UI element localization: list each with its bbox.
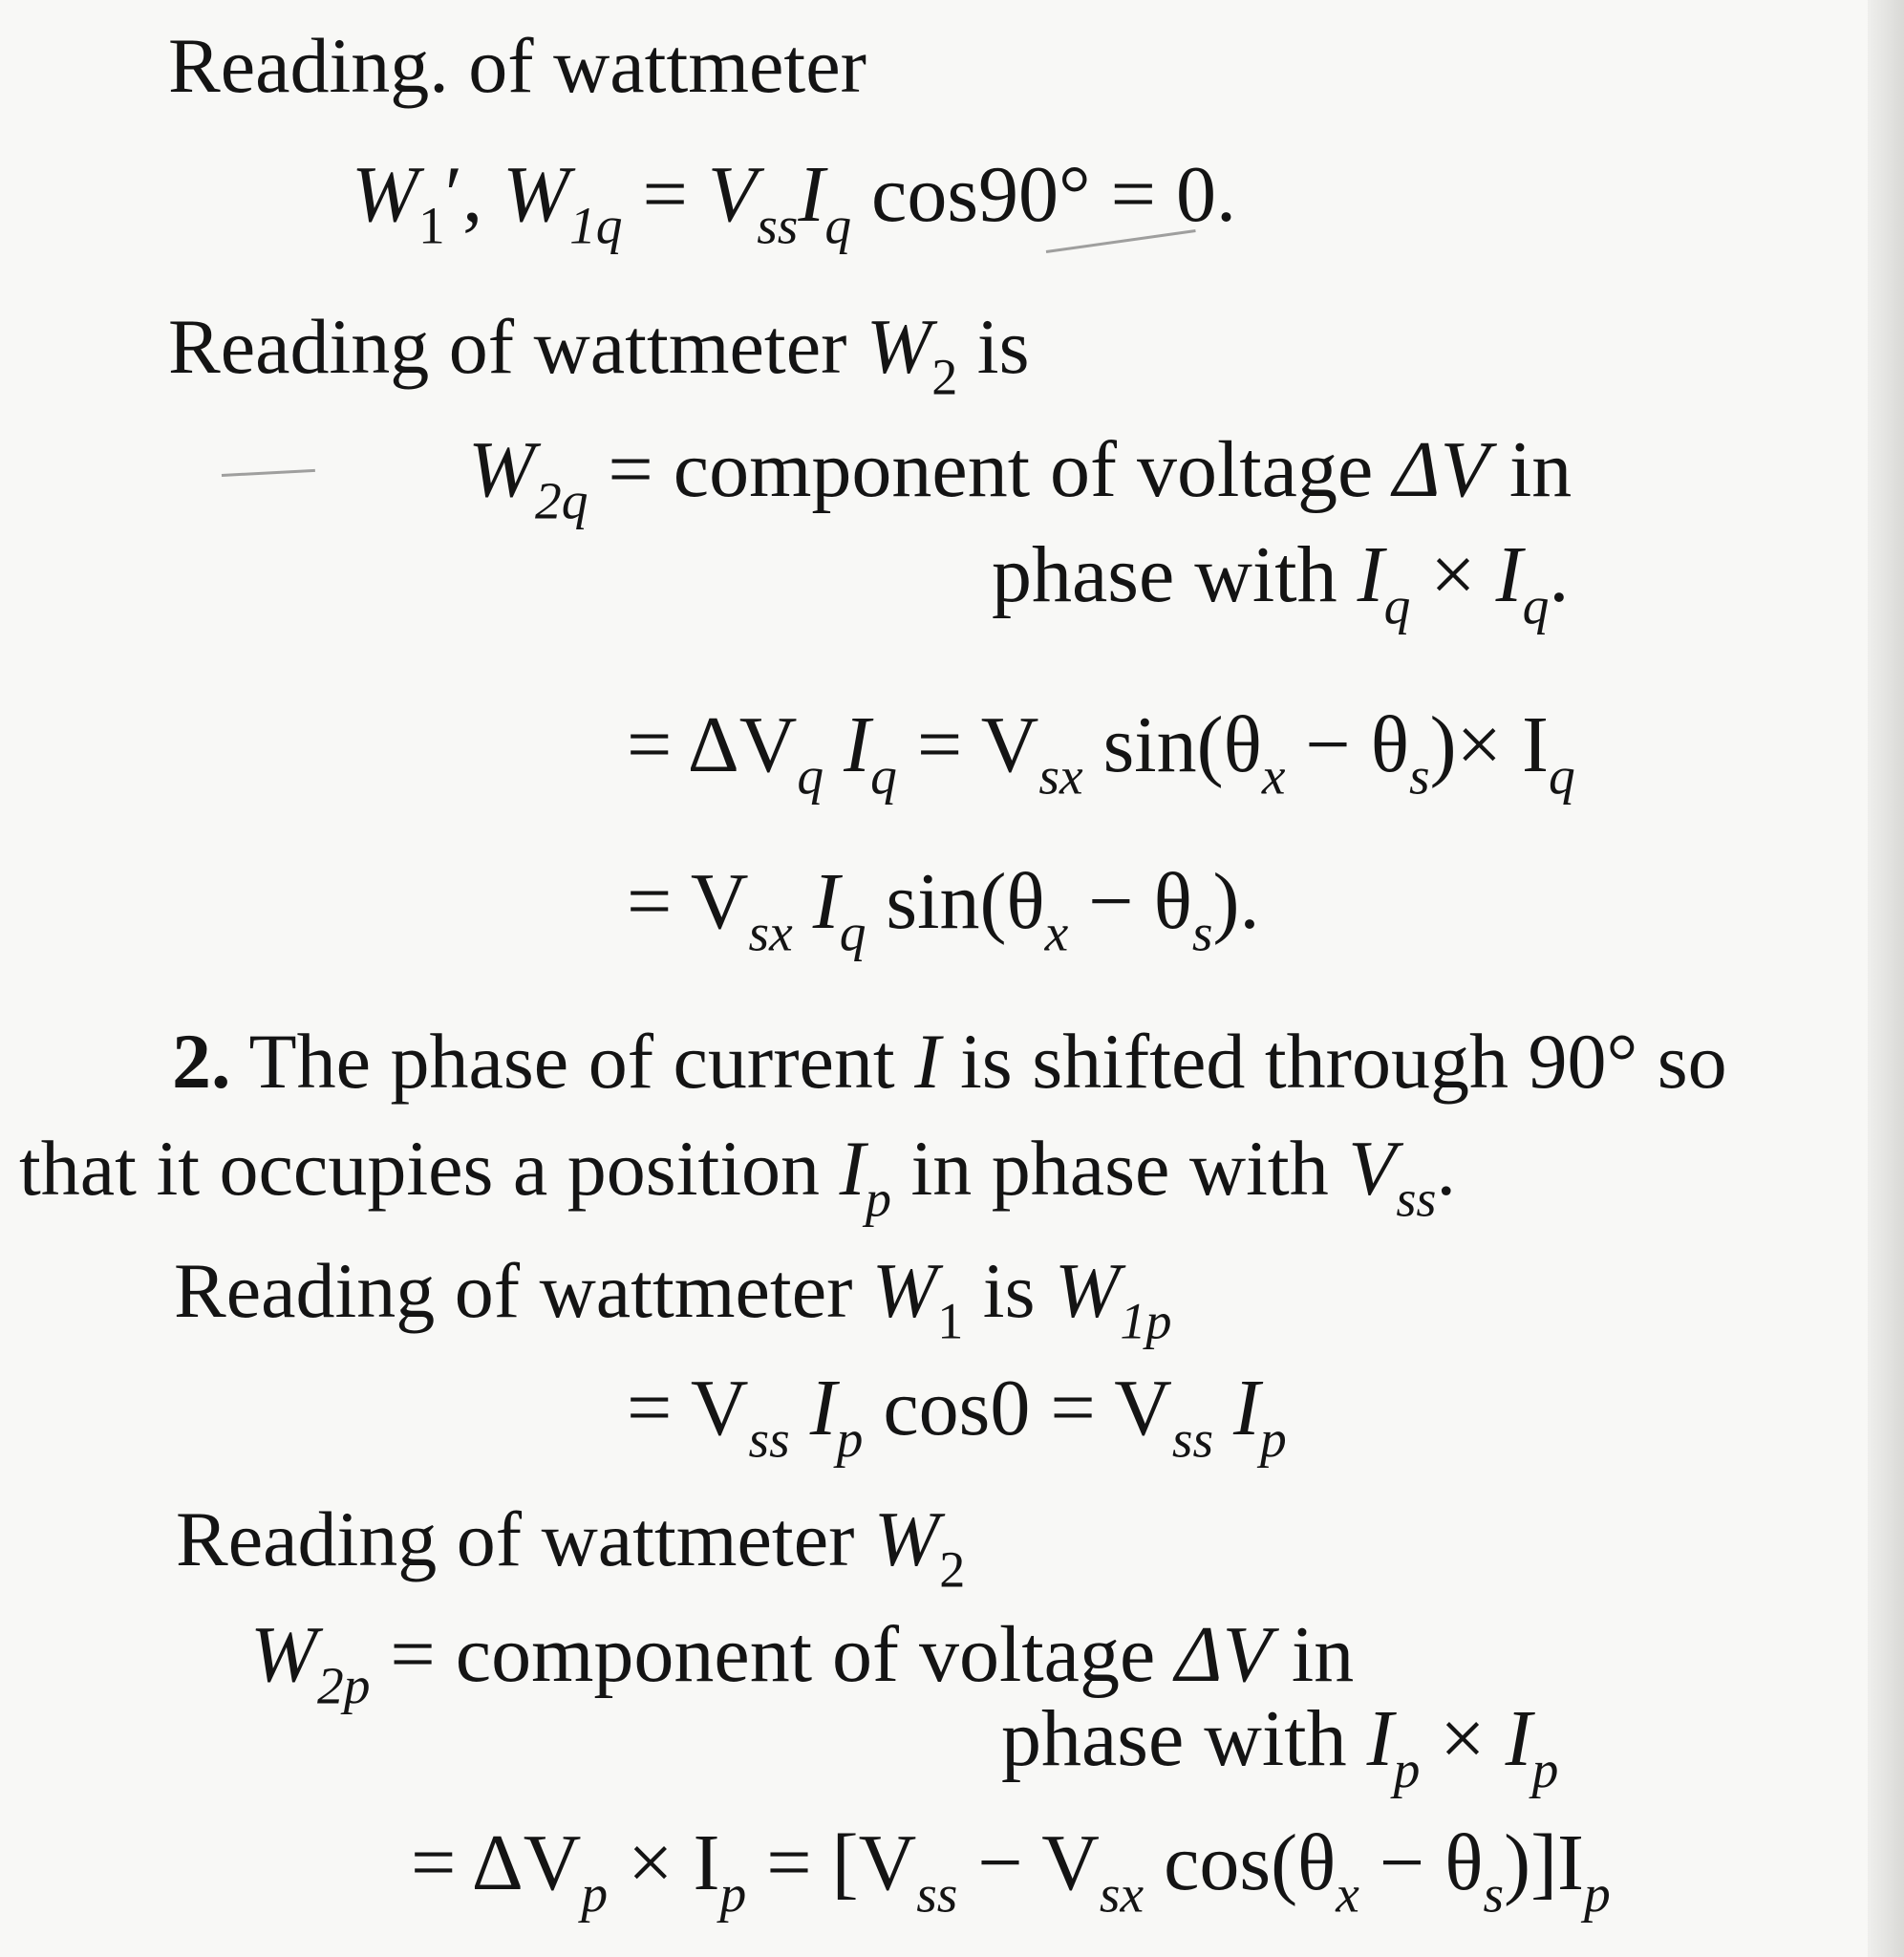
paragraph-2-line1: 2. The phase of current I is shifted through 90° so (172, 1018, 1727, 1105)
equation-w2q-line4: = $V_{sx}$ $I_q$ $\sin(\theta_x - \theta_s)$. (627, 857, 1260, 962)
paragraph-2-line2: that it occupies a position $I_p$ in phase with $V_{ss}$. (19, 1125, 1456, 1228)
equation-w2q-line1: $W_{2q}$ = component of voltage ΔV in (468, 425, 1572, 530)
reading-w2-quadrature: Reading of wattmeter $W_2$ is (168, 303, 1030, 406)
equation-w2p-line3: = $\Delta V_p \times I_p = [V_{ss} - V_{sx}$ $\cos(\theta_x - \theta_s)]I_p$ (411, 1818, 1611, 1924)
equation-w2p-line2: phase with $I_p \times I_p$ (1001, 1694, 1559, 1799)
equation-w2q-line3: = $\Delta V_q$ $I_q = V_{sx}$ $\sin(\theta_x - \theta_s)\times I_q$ (627, 700, 1575, 806)
page-edge-shadow (1868, 0, 1904, 1957)
equation-w2q-line2: phase with $I_q \times I_q$. (992, 530, 1570, 635)
reading-w2-inphase: Reading of wattmeter $W_2$ (176, 1495, 966, 1599)
equation-w1q: $W_1'$, $W_{1q} = V_{ss}I_q$ cos90° = 0. (352, 150, 1236, 255)
equation-w1p: = $V_{ss}$ $I_p$ $\cos 0 = V_{ss}$ $I_p$ (627, 1364, 1287, 1469)
equation-w2p-line1: $W_{2p}$ = component of voltage ΔV in (250, 1610, 1355, 1715)
heading-reading-wattmeter: Reading. of wattmeter (168, 22, 866, 109)
pen-margin-mark (222, 469, 315, 477)
reading-w1-inphase: Reading of wattmeter $W_1$ is $W_{1p}$ (174, 1247, 1172, 1350)
